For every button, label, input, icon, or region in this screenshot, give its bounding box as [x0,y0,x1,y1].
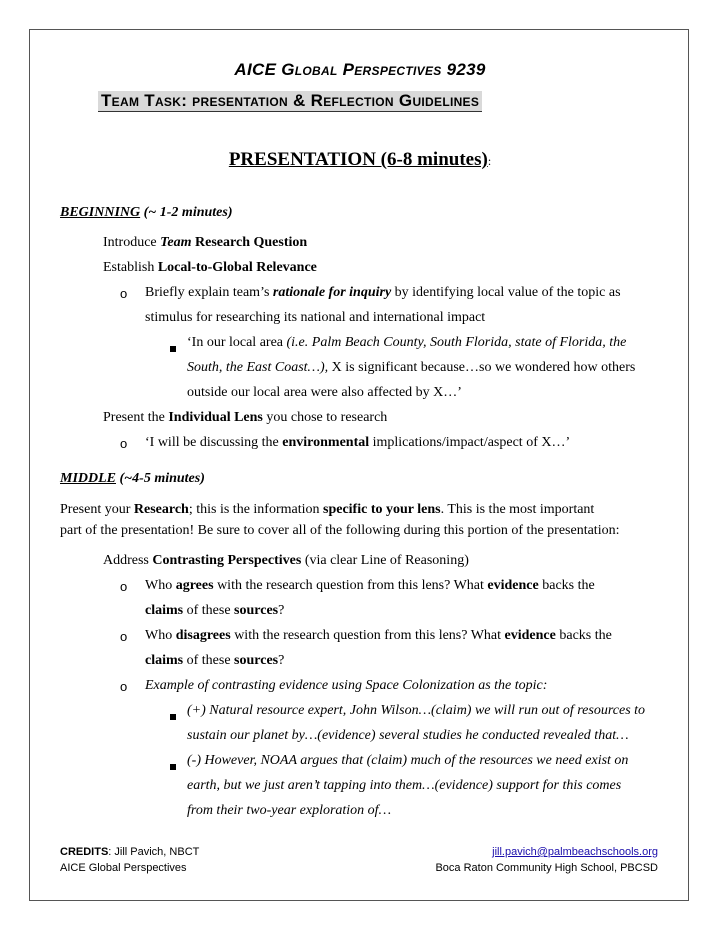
beginning-item-relevance [103,260,317,276]
text: . This is the most important [440,502,595,517]
text: Who [145,578,176,593]
square-bullet-icon [170,707,176,725]
text-em: Team [160,235,192,250]
agrees-question-line2 [145,603,284,619]
middle-label: MIDDLE [60,471,117,486]
text: X is significant because…so we wondered how others [328,360,636,375]
disagrees-question-line2 [145,653,284,669]
beginning-rationale-line1 [145,285,621,301]
credits-text: : Jill Pavich, NBCT [108,846,200,858]
text-bold: evidence [487,578,539,593]
middle-paragraph-line1 [60,502,594,518]
presentation-heading [30,149,690,171]
text-bold: claims [145,653,184,668]
beginning-label: BEGINNING [60,205,141,220]
circle-bullet-icon: o [120,286,128,301]
text: of these [183,653,235,668]
circle-bullet-icon: o [120,579,128,594]
square-bullet-icon [170,757,176,775]
text: by identifying local value of the topic as [391,285,621,300]
text-bold: Contrasting Perspectives [152,553,302,568]
text-em: (i.e. Palm Beach County, South Florida, state of Florida, the [286,335,627,350]
text: Address [103,553,153,568]
circle-bullet-icon: o [120,436,128,451]
presentation-heading-text: PRESENTATION (6-8 minutes) [228,149,488,170]
task-title: Team Task: presentation & Reflection Guidelines [98,91,482,112]
quote-line1 [187,335,626,351]
text-bold: evidence [504,628,556,643]
circle-bullet-icon: o [120,629,128,644]
middle-timing: (~4-5 minutes) [116,471,205,486]
middle-paragraph-line2: part of the presentation! Be sure to cover all of the following during this portion of the presentation: [60,523,620,538]
middle-section-label [60,471,205,487]
beginning-rationale-line2: stimulus for researching its national and international impact [145,310,486,325]
quote-line2 [187,360,635,376]
text-bold: sources [234,603,279,618]
text: Briefly explain team’s [145,285,273,300]
text: backs the [555,628,612,643]
text-bold: disagrees [175,628,231,643]
footer-credits [60,846,199,858]
text: ? [278,653,285,668]
text-em: South, the East Coast…), [187,360,329,375]
example2-line2: earth, but we just aren’t tapping into them…(evidence) support for this comes [187,778,622,793]
agrees-question-line1 [145,578,595,594]
middle-item-contrasting [103,553,469,569]
text: (via clear Line of Reasoning) [301,553,469,568]
square-bullet-icon [170,339,176,357]
document-page [29,29,689,901]
text-bold: environmental [282,435,370,450]
beginning-item-lens [103,410,387,426]
circle-bullet-icon: o [120,679,128,694]
text: ‘I will be discussing the [145,435,283,450]
text: ? [278,603,285,618]
text: Establish [103,260,158,275]
example2-line1: (-) However, NOAA argues that (claim) much of the resources we need exist on [187,753,629,768]
lens-quote [145,435,570,451]
footer-school: Boca Raton Community High School, PBCSD [435,862,658,874]
text-bold: Local-to-Global Relevance [157,260,317,275]
text-bold: claims [145,603,184,618]
course-title: AICE Global Perspectives 9239 [234,60,486,79]
text-bold: agrees [175,578,214,593]
text: you chose to research [262,410,388,425]
text-bold: Individual Lens [168,410,263,425]
text-bold: specific to your lens [323,502,441,517]
text: Present the [103,410,169,425]
footer-course: AICE Global Perspectives [60,862,187,874]
text: Present your [60,502,134,517]
text: ‘In our local area [187,335,287,350]
text: of these [183,603,235,618]
text: with the research question from this lens? What [213,578,488,593]
text-bold: sources [234,653,279,668]
text: ; this is the information [188,502,323,517]
example1-line2: sustain our planet by…(evidence) several studies he conducted revealed that… [187,728,629,743]
footer-email-link[interactable]: jill.pavich@palmbeachschools.org [492,846,658,858]
text-em: rationale for inquiry [272,285,392,300]
beginning-section-label [60,205,233,221]
example-intro: Example of contrasting evidence using Space Colonization as the topic: [145,678,548,693]
heading-colon: : [487,154,492,168]
text: Introduce [103,235,161,250]
beginning-timing: (~ 1-2 minutes) [140,205,233,220]
beginning-item-research-question [103,235,307,251]
example1-line1: (+) Natural resource expert, John Wilson…(claim) we will run out of resources to [187,703,646,718]
text-bold: Research [133,502,189,517]
disagrees-question-line1 [145,628,612,644]
text: Who [145,628,176,643]
quote-line3: outside our local area were also affected by X…’ [187,385,462,400]
text: with the research question from this lens? What [230,628,505,643]
example2-line3: from their two-year exploration of… [187,803,392,818]
text-bold: Research Question [191,235,308,250]
credits-label: CREDITS [60,846,109,858]
text: backs the [538,578,595,593]
text: implications/impact/aspect of X…’ [369,435,571,450]
